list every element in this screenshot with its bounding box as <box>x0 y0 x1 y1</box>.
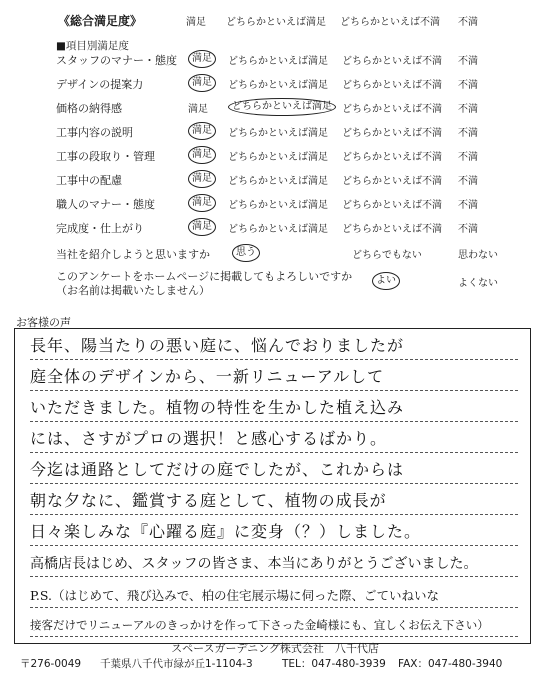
publish-row <box>0 268 550 302</box>
company-name: スペースガーデニング株式会社 八千代店 <box>171 642 379 655</box>
address: 千葉県八千代市緑が丘1-1104-3 <box>100 658 253 670</box>
option-satisfied[interactable]: 満足 <box>188 218 216 236</box>
handwritten-text: 高橋店長はじめ、スタッフの皆さま、本当にありがとうございました。 <box>30 556 478 572</box>
question-label: 完成度・仕上がり <box>56 222 144 235</box>
handwritten-text: には、さすがプロの選択！と感心するばかり。 <box>30 429 388 448</box>
handwritten-text: 長年、陽当たりの悪い庭に、悩んでおりましたが <box>30 336 405 355</box>
option-dissatisfied[interactable]: 不満 <box>458 176 478 187</box>
column-somewhat-satisfied: どちらかといえば満足 <box>226 17 326 28</box>
postal-code: 〒276-0049 <box>20 658 82 670</box>
option-dissatisfied[interactable]: 不満 <box>458 56 478 67</box>
option-not-ok[interactable]: よくない <box>458 278 498 289</box>
option-dissatisfied[interactable]: 不満 <box>458 224 478 235</box>
handwritten-text: 朝な夕なに、鑑賞する庭として、植物の成長が <box>30 491 387 510</box>
publish-question-line2: （お名前は掲載いたしません） <box>56 284 210 297</box>
handwritten-text: 接客だけでリニューアルのきっかけを作って下さった金崎様にも、宜しくお伝え下さい） <box>30 618 489 632</box>
question-label: 職人のマナー・態度 <box>56 198 155 211</box>
section-label: ■項目別満足度 <box>56 40 129 52</box>
survey-row <box>0 194 550 214</box>
option-somewhat-dissatisfied[interactable]: どちらかといえば不満 <box>342 56 442 67</box>
option-ok[interactable]: よい <box>372 272 400 290</box>
option-satisfied[interactable]: 満足 <box>188 146 216 164</box>
question-label: スタッフのマナー・態度 <box>56 54 177 67</box>
handwritten-line <box>30 607 518 637</box>
option-somewhat-satisfied[interactable]: どちらかといえば満足 <box>228 224 328 235</box>
referral-row <box>0 244 550 264</box>
option-satisfied[interactable]: 満足 <box>188 104 208 115</box>
handwritten-line <box>30 392 518 422</box>
survey-row <box>0 122 550 142</box>
question-label: 工事内容の説明 <box>56 126 133 139</box>
survey-row <box>0 50 550 70</box>
column-dissatisfied: 不満 <box>458 17 478 28</box>
survey-row <box>0 218 550 238</box>
survey-row <box>0 98 550 118</box>
survey-row <box>0 146 550 166</box>
handwritten-line <box>30 578 518 608</box>
handwritten-line <box>30 516 518 546</box>
question-label: 工事の段取り・管理 <box>56 150 155 163</box>
option-somewhat-satisfied[interactable]: どちらかといえば満足 <box>228 128 328 139</box>
option-somewhat-dissatisfied[interactable]: どちらかといえば不満 <box>342 152 442 163</box>
option-somewhat-satisfied[interactable]: どちらかといえば満足 <box>228 80 328 91</box>
option-somewhat-satisfied[interactable]: どちらかといえば満足 <box>228 176 328 187</box>
survey-row <box>0 74 550 94</box>
option-somewhat-dissatisfied[interactable]: どちらかといえば不満 <box>342 200 442 211</box>
option-satisfied[interactable]: 満足 <box>188 170 216 188</box>
option-neutral[interactable]: どちらでもない <box>352 250 422 261</box>
handwritten-line <box>30 330 518 360</box>
option-somewhat-dissatisfied[interactable]: どちらかといえば不満 <box>342 224 442 235</box>
question-label: デザインの提案力 <box>56 78 144 91</box>
overall-title: 《総合満足度》 <box>58 14 143 28</box>
option-somewhat-satisfied[interactable]: どちらかといえば満足 <box>228 152 328 163</box>
option-dissatisfied[interactable]: 不満 <box>458 128 478 139</box>
handwritten-text: 今迄は通路としてだけの庭でしたが、これからは <box>30 460 405 479</box>
option-think-so[interactable]: 思う <box>232 244 260 262</box>
handwritten-line <box>30 547 518 577</box>
option-somewhat-dissatisfied[interactable]: どちらかといえば不満 <box>342 80 442 91</box>
option-satisfied[interactable]: 満足 <box>188 194 216 212</box>
option-dissatisfied[interactable]: 不満 <box>458 152 478 163</box>
option-dissatisfied[interactable]: 不満 <box>458 80 478 91</box>
option-satisfied[interactable]: 満足 <box>188 122 216 140</box>
handwritten-text: 庭全体のデザインから、一新リニューアルして <box>30 367 385 386</box>
option-somewhat-satisfied[interactable]: どちらかといえば満足 <box>228 56 328 67</box>
handwritten-line <box>30 361 518 391</box>
option-somewhat-dissatisfied[interactable]: どちらかといえば不満 <box>342 104 442 115</box>
option-somewhat-satisfied[interactable]: どちらかといえば満足 <box>228 200 328 211</box>
option-satisfied[interactable]: 満足 <box>188 50 216 68</box>
referral-question-label: 当社を紹介しようと思いますか <box>56 248 210 261</box>
question-label: 工事中の配慮 <box>56 174 122 187</box>
customer-voice-title: お客様の声 <box>16 316 71 329</box>
option-do-not-think[interactable]: 思わない <box>458 250 498 261</box>
option-somewhat-dissatisfied[interactable]: どちらかといえば不満 <box>342 128 442 139</box>
publish-question-label <box>56 270 352 298</box>
option-satisfied[interactable]: 満足 <box>188 74 216 92</box>
option-somewhat-dissatisfied[interactable]: どちらかといえば不満 <box>342 176 442 187</box>
phone-number: TEL：047-480-3939 <box>282 658 386 670</box>
handwritten-text: 日々楽しみな『心躍る庭』に変身（？）しました。 <box>30 522 422 541</box>
handwritten-line <box>30 485 518 515</box>
column-somewhat-dissatisfied: どちらかといえば不満 <box>340 17 440 28</box>
handwritten-line <box>30 454 518 484</box>
overall-satisfaction-header <box>0 8 550 32</box>
handwritten-text: P.S.（はじめて、飛び込みで、柏の住宅展示場に伺った際、ごていねいな <box>30 588 439 603</box>
fax-number: FAX：047-480-3940 <box>398 658 503 670</box>
handwritten-text: いただきました。植物の特性を生かした植え込み <box>30 398 405 417</box>
option-dissatisfied[interactable]: 不満 <box>458 200 478 211</box>
survey-row <box>0 170 550 190</box>
option-somewhat-satisfied[interactable]: どちらかといえば満足 <box>228 98 336 116</box>
column-satisfied: 満足 <box>186 17 206 28</box>
option-dissatisfied[interactable]: 不満 <box>458 104 478 115</box>
question-label: 価格の納得感 <box>56 102 122 115</box>
publish-question-line1: このアンケートをホームページに掲載してもよろしいですか <box>56 270 353 283</box>
handwritten-line <box>30 423 518 453</box>
